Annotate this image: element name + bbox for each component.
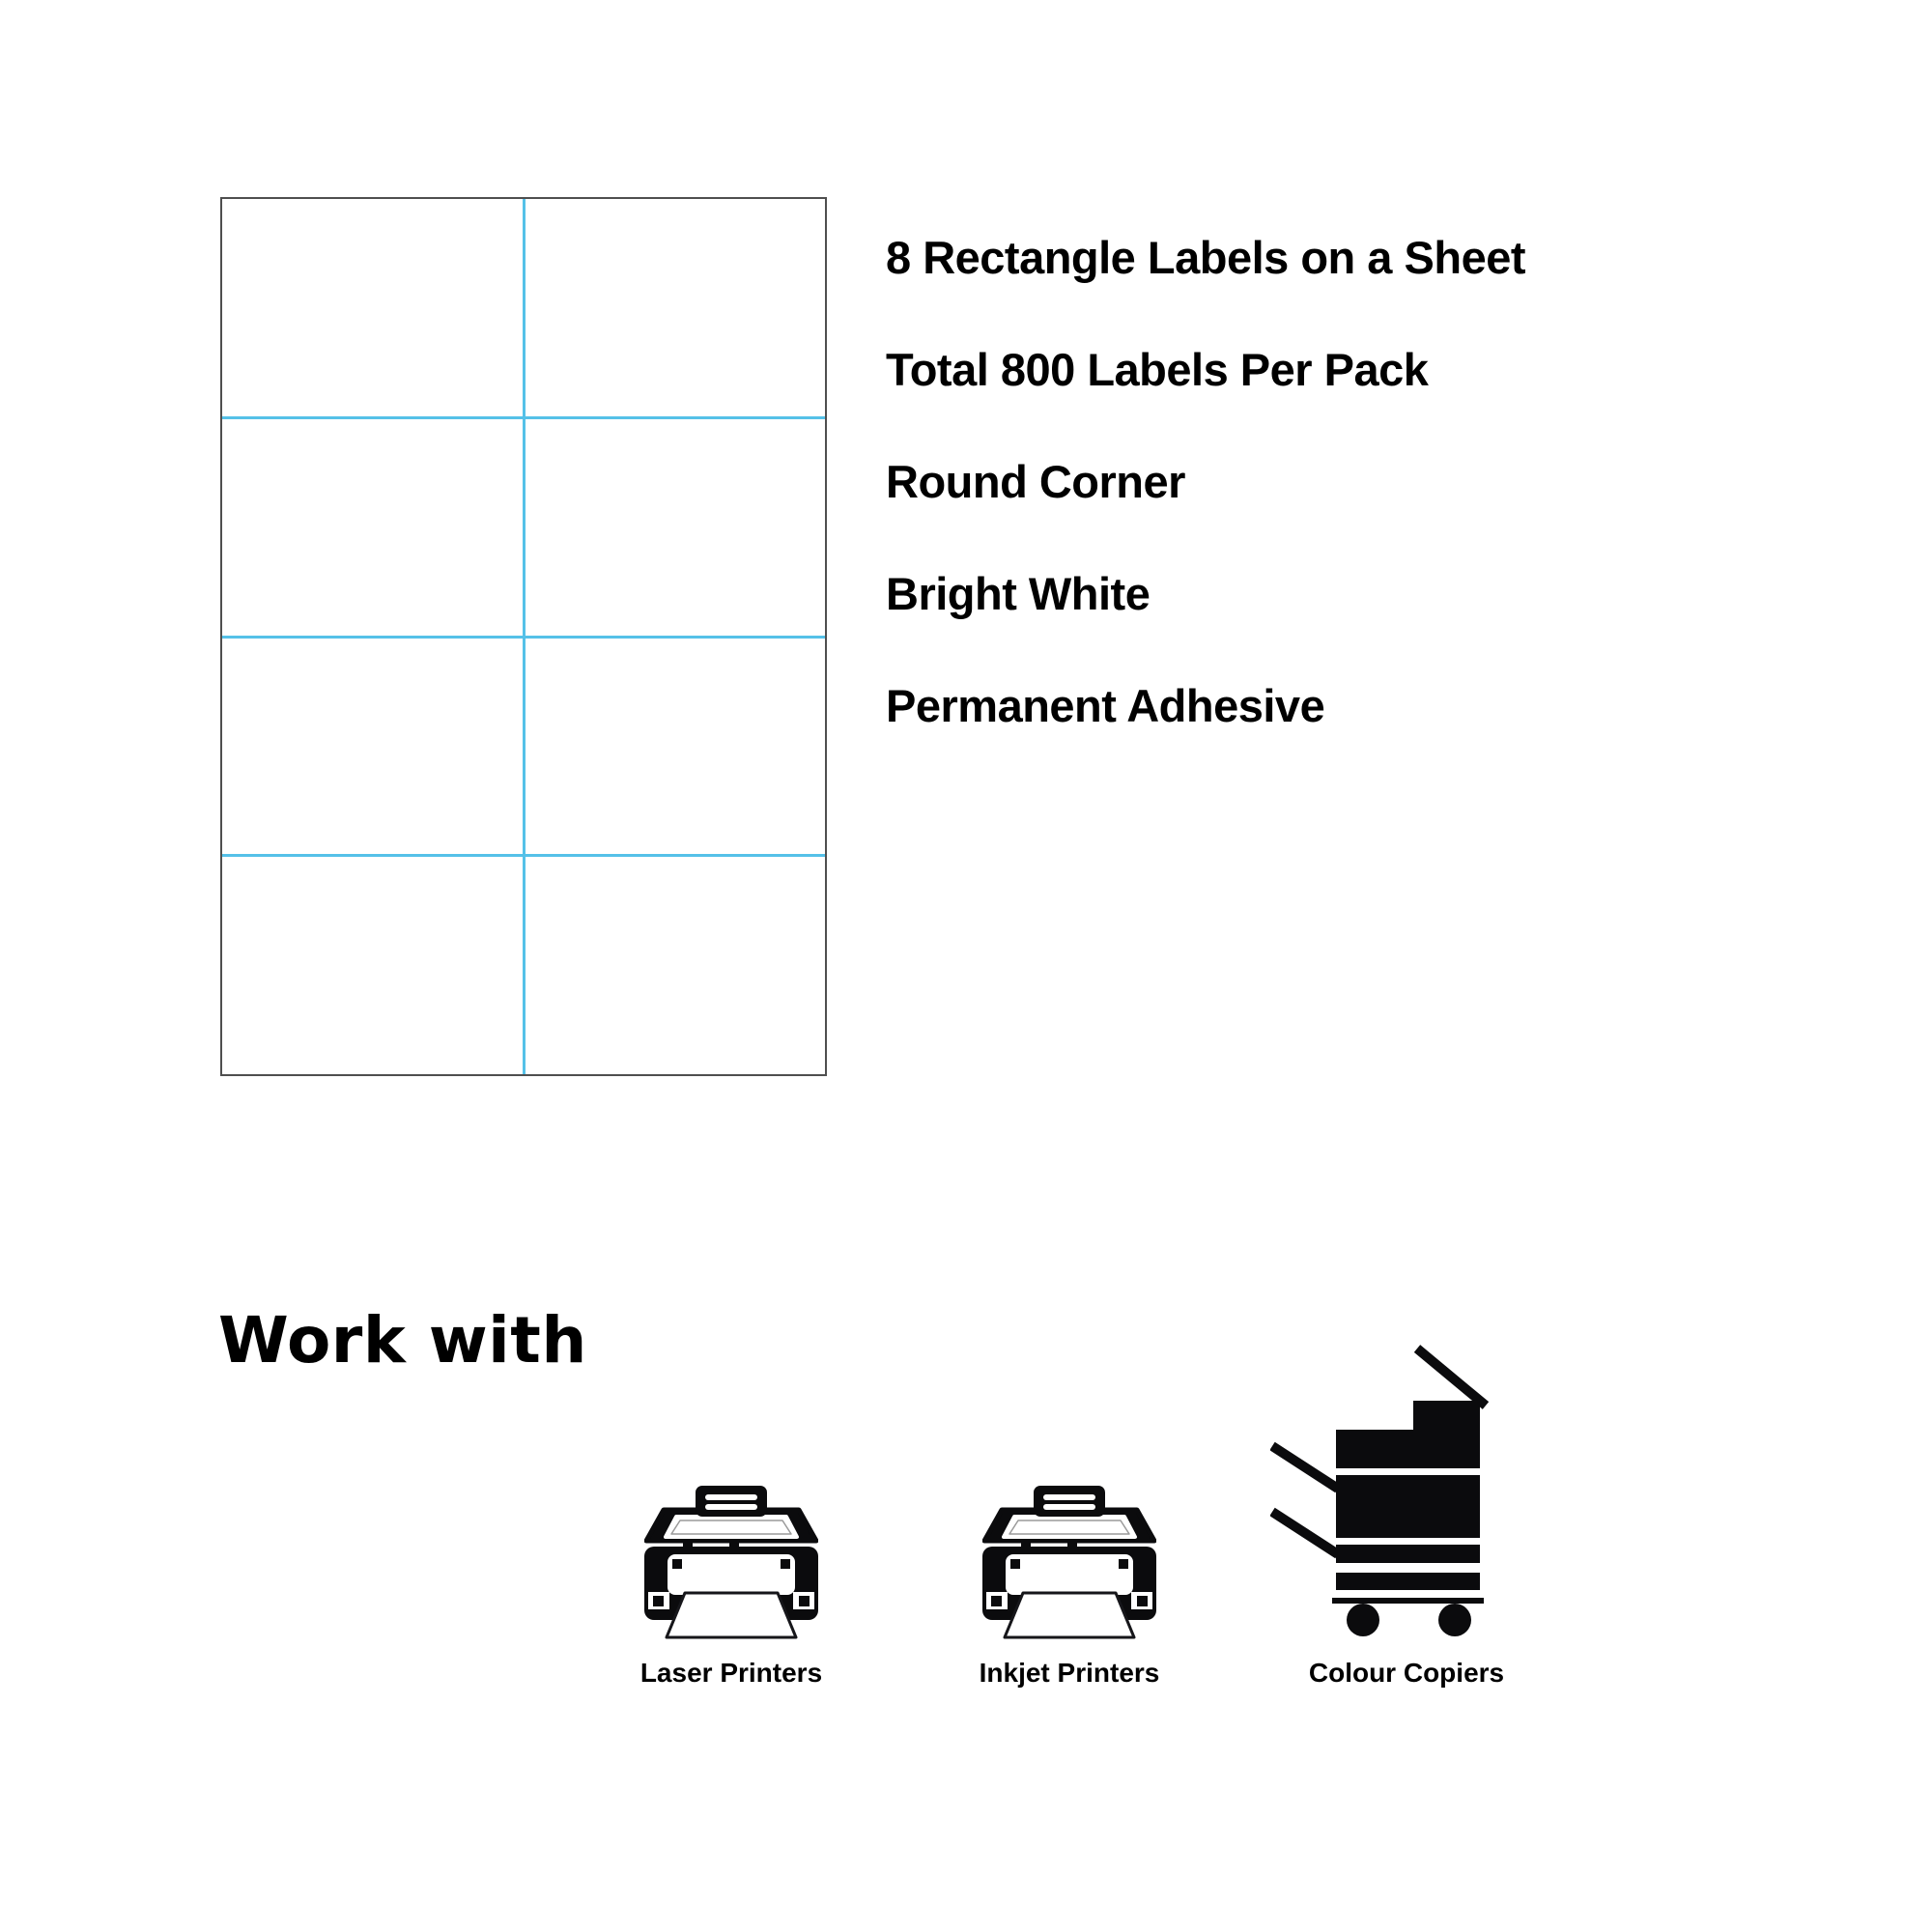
inkjet-printer-icon	[982, 1485, 1156, 1644]
device-label-colour-copiers: Colour Copiers	[1308, 1658, 1505, 1688]
laser-printer-icon-area	[644, 1343, 818, 1644]
sheet-divider-horizontal-1	[222, 416, 825, 419]
colour-copier-icon-area	[1270, 1343, 1543, 1644]
colour-copier-icon	[1270, 1345, 1492, 1644]
work-with-heading: Work with	[218, 1303, 587, 1378]
feature-bright-white: Bright White	[886, 568, 1151, 619]
sheet-divider-horizontal-2	[222, 636, 825, 639]
inkjet-printer-icon-area	[982, 1343, 1156, 1644]
sheet-divider-horizontal-3	[222, 854, 825, 857]
device-label-laser-printers: Laser Printers	[639, 1658, 823, 1688]
feature-labels-per-sheet: 8 Rectangle Labels on a Sheet	[886, 232, 1525, 283]
device-inkjet-printers	[934, 1343, 1205, 1689]
device-laser-printers	[596, 1343, 867, 1689]
feature-permanent-adhesive: Permanent Adhesive	[886, 680, 1325, 731]
device-label-inkjet-printers: Inkjet Printers	[979, 1658, 1160, 1688]
device-colour-copiers	[1271, 1343, 1542, 1689]
feature-labels-per-pack: Total 800 Labels Per Pack	[886, 344, 1429, 395]
feature-round-corner: Round Corner	[886, 456, 1185, 507]
laser-printer-icon	[644, 1485, 818, 1644]
feature-list	[886, 233, 1525, 793]
label-sheet-diagram	[220, 197, 827, 1076]
